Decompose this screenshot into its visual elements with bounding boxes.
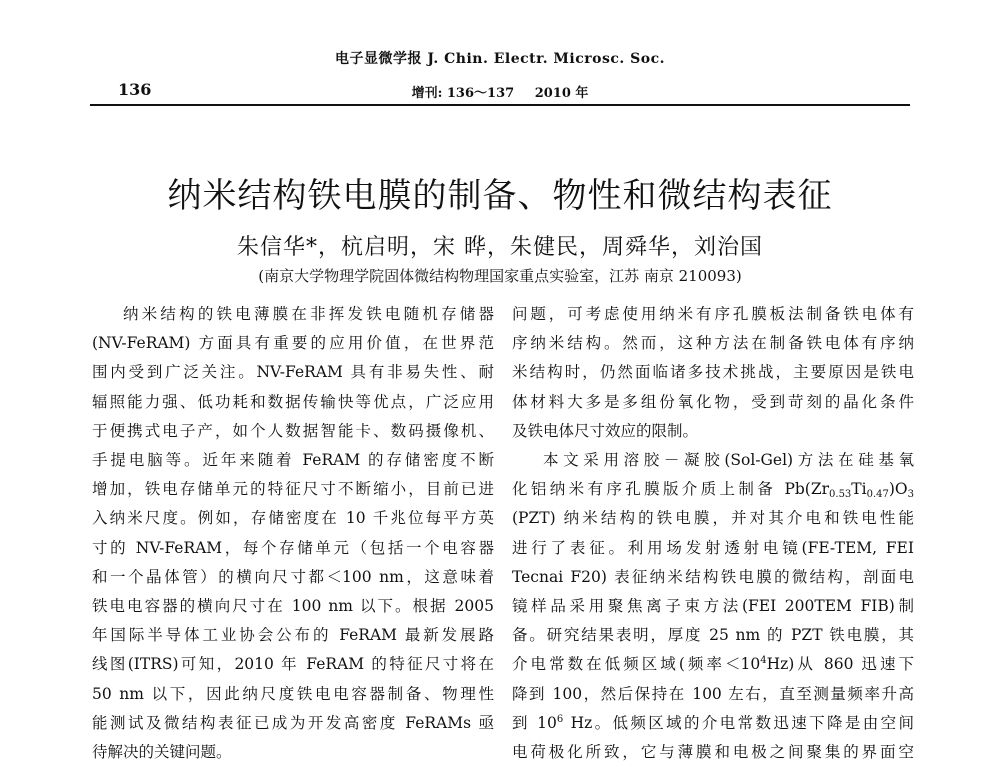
paragraph-line: 米结构时，仍然面临诸多技术挑战，主要原因是铁电: [512, 363, 914, 382]
paragraph-line: 50 nm 以下，因此纳尺度铁电电容器制备、物理性: [92, 684, 494, 703]
article-title: 纳米结构铁电膜的制备、物性和微结构表征: [167, 176, 833, 216]
journal-name: 电子显微学报 J. Chin. Electr. Microsc. Soc.: [334, 51, 665, 67]
paragraph-line: (PZT) 纳米结构的铁电膜，并对其介电和铁电性能: [512, 509, 914, 528]
paragraph-line: 线图(ITRS)可知，2010 年 FeRAM 的特征尺寸将在: [92, 655, 494, 674]
freq-prefix: 介电常数在低频区域(频率＜10: [512, 655, 761, 674]
body-right-column: [512, 300, 914, 767]
o-subscript: 3: [907, 489, 914, 501]
freq2-suffix: Hz。低频区域的介电常数迅速下降是由空间: [563, 713, 914, 732]
paragraph-line: 问题，可考虑使用纳米有序孔膜板法制备铁电体有: [512, 305, 914, 323]
formula-line: [512, 475, 914, 504]
paragraph-line: 纳米结构的铁电薄膜在非挥发铁电随机存储器: [123, 305, 494, 323]
paragraph-line: 寸的 NV-FeRAM，每个存储单元（包括一个电容器: [92, 538, 494, 557]
paragraph-line: 序纳米结构。然而，这种方法在制备铁电体有序纳: [512, 334, 914, 353]
paragraph-line: 及铁电体尺寸效应的限制。: [512, 421, 699, 440]
paragraph-line: 本文采用溶胶－凝胶(Sol-Gel)方法在硅基氧: [543, 451, 914, 470]
formula-prefix: 化铝纳米有序孔膜版介质上制备 Pb(Zr: [512, 480, 830, 499]
paragraph-line: 增加，铁电存储单元的特征尺寸不断缩小，目前已进: [92, 480, 494, 499]
paragraph-line: 于便携式电子产，如个人数据智能卡、数码摄像机、: [92, 421, 494, 440]
paragraph-line: (NV-FeRAM) 方面具有重要的应用价值，在世界范: [92, 334, 494, 353]
freq-suffix: Hz)从 860 迅速下: [766, 655, 914, 674]
freq-exponent: 4: [760, 655, 767, 667]
paragraph-line: 电荷极化所致，它与薄膜和电极之间聚集的界面空: [512, 743, 914, 762]
paragraph-line: 和一个晶体管）的横向尺寸都＜100 nm，这意味着: [92, 567, 494, 586]
paragraph-line: 围内受到广泛关注。NV-FeRAM 具有非易失性、耐: [92, 363, 494, 382]
frequency-line: [512, 650, 914, 679]
freq2-exponent: 6: [556, 713, 564, 725]
paragraph-line: 手提电脑等。近年来随着 FeRAM 的存储密度不断: [92, 451, 494, 470]
paragraph-line: 进行了表征。利用场发射透射电镜(FE-TEM, FEI: [512, 538, 914, 557]
zr-subscript: 0.53: [829, 489, 852, 501]
page-number: 136: [118, 80, 152, 99]
body-left-column: [92, 300, 494, 767]
frequency-line: [512, 709, 914, 738]
paragraph-line: 备。研究结果表明，厚度 25 nm 的 PZT 铁电膜，其: [512, 626, 914, 645]
paragraph-line: 降到 100，然后保持在 100 左右，直至测量频率升高: [512, 684, 914, 703]
article-authors: 朱信华*，杭启明，宋 晔，朱健民，周舜华，刘治国: [237, 235, 763, 260]
paragraph-line: Tecnai F20) 表征纳米结构铁电膜的微结构，剖面电: [512, 567, 914, 586]
ti-subscript: 0.47: [866, 489, 889, 501]
paragraph-line: 辐照能力强、低功耗和数据传输快等优点，广泛应用: [92, 392, 494, 411]
issue-info: [0, 82, 1000, 101]
paragraph-line: 入纳米尺度。例如，存储密度在 10 千兆位每平方英: [92, 509, 494, 528]
paragraph-line: 能测试及微结构表征已成为开发高密度 FeRAMs 亟: [92, 713, 494, 732]
formula-ti: Ti: [851, 480, 867, 499]
paragraph-line: 铁电电容器的横向尺寸在 100 nm 以下。根据 2005: [92, 597, 494, 616]
freq2-prefix: 到 10: [512, 713, 557, 732]
paragraph-line: 年国际半导体工业协会公布的 FeRAM 最新发展路: [92, 626, 494, 645]
issue-year: 2010 年: [534, 86, 589, 101]
paragraph-line: 镜样品采用聚焦离子束方法(FEI 200TEM FIB)制: [512, 597, 914, 616]
formula-suffix: )O: [888, 480, 908, 499]
paragraph-line: 待解决的关键问题。: [92, 743, 232, 762]
paragraph-line: 体材料大多是多组份氧化物，受到苛刻的晶化条件: [512, 392, 914, 411]
header-rule: [90, 104, 910, 106]
article-affiliation: (南京大学物理学院固体微结构物理国家重点实验室，江苏 南京 210093): [258, 267, 742, 285]
issue-pages: 增刊: 136～137: [411, 86, 515, 101]
